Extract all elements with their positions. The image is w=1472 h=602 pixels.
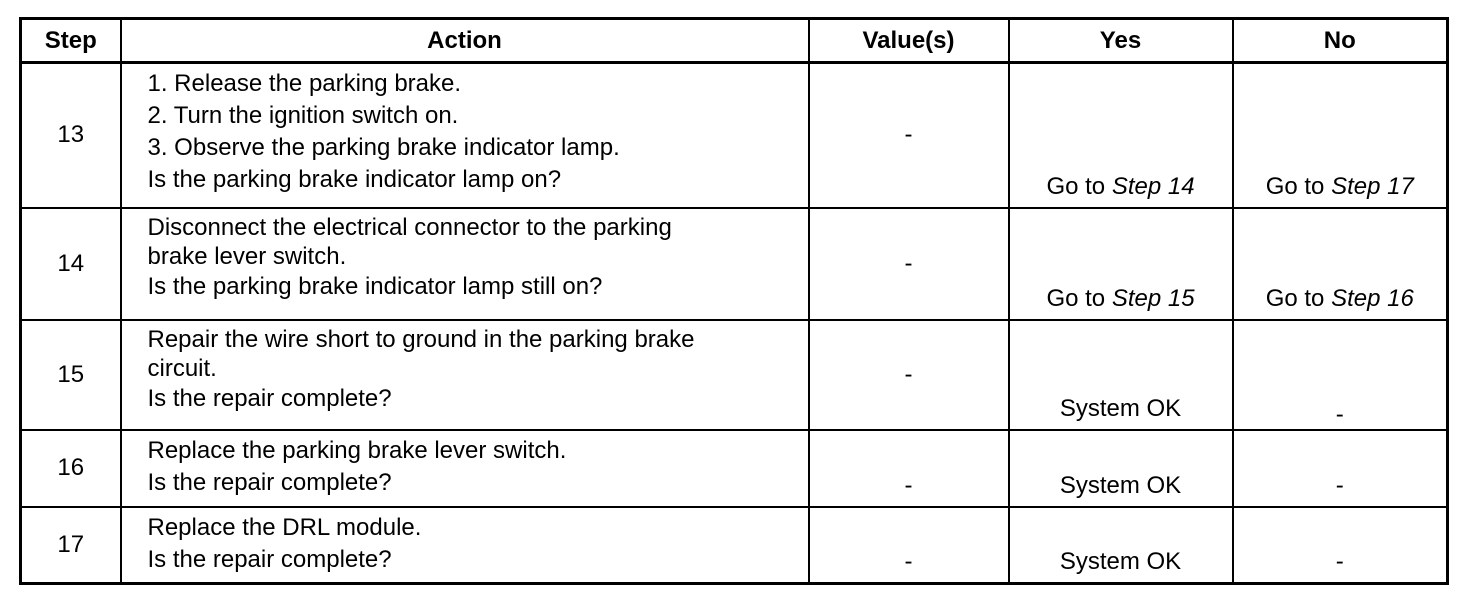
yes-cell: System OK [1009, 320, 1233, 430]
no-cell: - [1233, 430, 1448, 507]
yes-cell: System OK [1009, 507, 1233, 584]
step-number: 16 [21, 430, 121, 507]
action-line: 2. Turn the ignition switch on. [147, 102, 459, 129]
step-number: 15 [21, 320, 121, 430]
action-question: Is the repair complete? [147, 468, 392, 496]
header-step: Step [21, 19, 121, 63]
no-cell [1233, 208, 1448, 320]
yes-cell: System OK [1009, 430, 1233, 507]
table-row [21, 208, 1448, 320]
no-cell: - [1233, 507, 1448, 584]
yes-step-ref: Step 14 [1111, 172, 1195, 200]
header-values: Value(s) [809, 19, 1009, 63]
table-row [21, 63, 1448, 208]
value-text: - [904, 360, 913, 388]
action-line: brake lever switch. [147, 242, 347, 270]
action-line: Replace the parking brake lever switch. [147, 436, 567, 464]
header-row [21, 19, 1448, 63]
header-no: No [1233, 19, 1448, 63]
action-question: Is the repair complete? [147, 545, 392, 573]
no-cell: - [1233, 320, 1448, 430]
value-text: - [904, 121, 913, 149]
no-step-ref: Step 16 [1331, 284, 1414, 312]
action-cell [121, 63, 809, 208]
table-row [21, 430, 1448, 507]
action-line: Disconnect the electrical connector to the parking [147, 213, 672, 241]
step-number: 17 [21, 507, 121, 584]
no-prefix: Go to [1265, 284, 1332, 312]
value-cell: - [809, 507, 1009, 584]
action-cell [121, 430, 809, 507]
header-yes: Yes [1009, 19, 1233, 63]
diagnostic-table [19, 17, 1449, 585]
value-text: - [904, 249, 913, 277]
yes-step-ref: Step 15 [1111, 284, 1195, 312]
action-line: circuit. [147, 354, 217, 382]
table-row [21, 320, 1448, 430]
no-cell [1233, 63, 1448, 208]
value-cell [809, 320, 1009, 430]
step-number: 14 [21, 208, 121, 320]
action-line: Repair the wire short to ground in the parking brake [147, 325, 695, 353]
action-line: 3. Observe the parking brake indicator lamp. [147, 134, 620, 161]
action-line: 1. Release the parking brake. [147, 70, 462, 97]
value-cell: - [809, 430, 1009, 507]
no-prefix: Go to [1265, 172, 1332, 200]
yes-prefix: Go to [1046, 284, 1112, 312]
action-line: Replace the DRL module. [147, 513, 422, 541]
action-question: Is the parking brake indicator lamp still on? [147, 272, 603, 300]
yes-cell [1009, 63, 1233, 208]
no-step-ref: Step 17 [1331, 172, 1414, 200]
action-cell [121, 208, 809, 320]
yes-cell [1009, 208, 1233, 320]
header-action: Action [121, 19, 809, 63]
action-cell [121, 320, 809, 430]
value-cell [809, 63, 1009, 208]
value-cell [809, 208, 1009, 320]
step-number: 13 [21, 63, 121, 208]
action-cell [121, 507, 809, 584]
action-question: Is the parking brake indicator lamp on? [147, 166, 562, 193]
action-question: Is the repair complete? [147, 384, 392, 412]
yes-prefix: Go to [1046, 172, 1112, 200]
table-row [21, 507, 1448, 584]
